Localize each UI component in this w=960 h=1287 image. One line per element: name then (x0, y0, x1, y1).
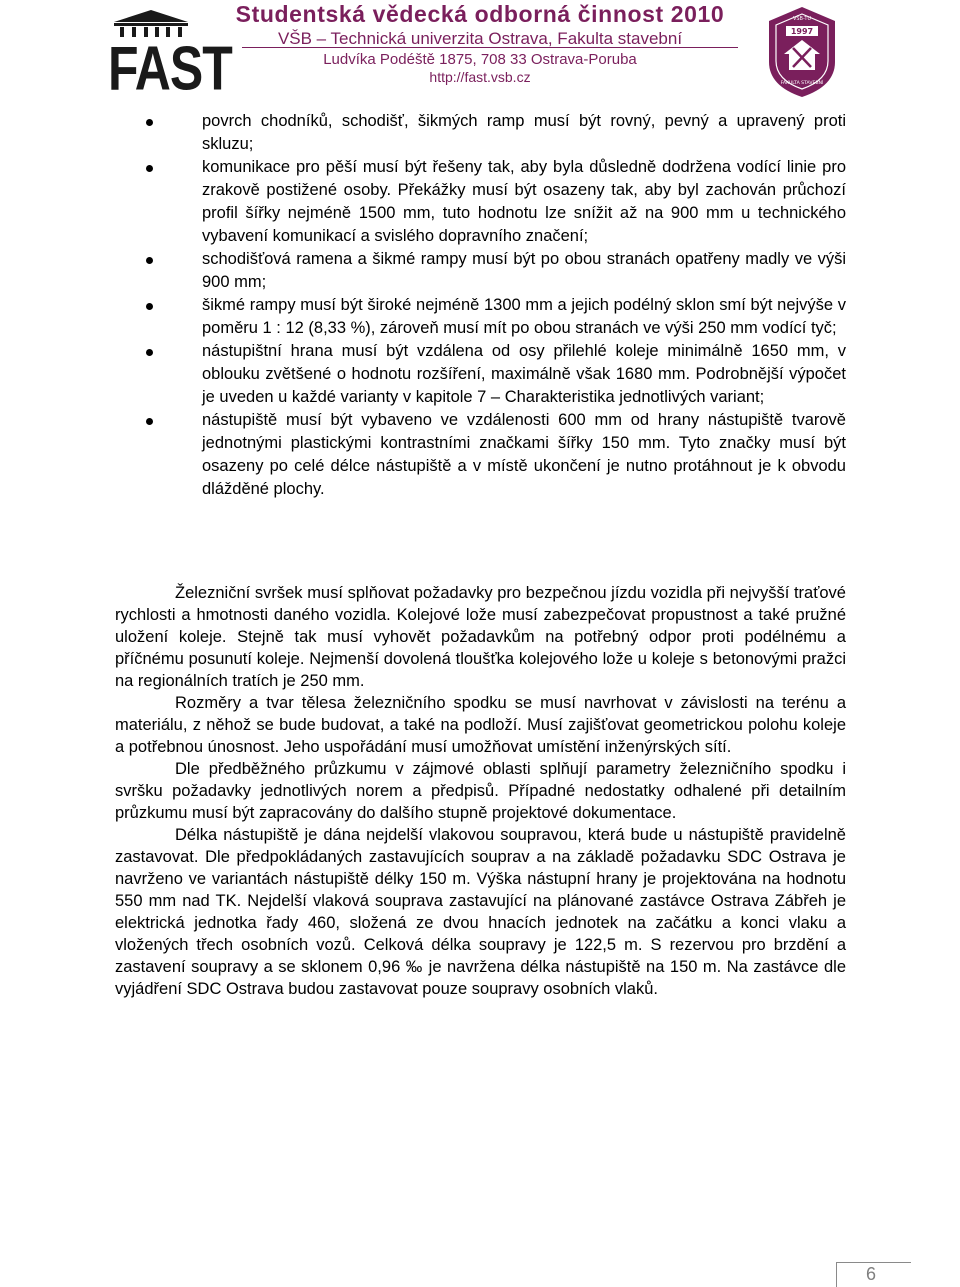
bullet-icon (146, 303, 153, 310)
bullet-icon (146, 119, 153, 126)
list-item (0, 340, 846, 409)
bullet-icon (146, 257, 153, 264)
fast-logo (108, 8, 232, 104)
list-item-text: povrch chodníků, schodišť, šikmých ramp musí být rovný, pevný a upravený proti skluzu; (202, 112, 846, 153)
list-item (0, 409, 846, 501)
list-item-text: nástupištní hrana musí být vzdálena od osy přilehlé koleje minimálně 1650 mm, v oblouku zvětšené o hodnotu rozšíření, maximálně však 1680 mm. Podrobnější výpočet je uveden u každé varianty v kapitole 7 – Charakteristika jednotlivých variant; (202, 342, 846, 406)
page-header (0, 0, 960, 104)
header-address: Ludvíka Podéště 1875, 708 33 Ostrava-Poruba (323, 51, 637, 68)
emblem-year: 1997 (790, 27, 814, 36)
bullet-icon (146, 349, 153, 356)
paragraph-track-substructure: Rozměry a tvar tělesa železničního spodku se musí navrhovat v závislosti na terénu a materiálu, z něhož se bude budovat, a také na podloží. Musí zajišťovat geometrickou polohu koleje a potřebnou únosnost. Jeho uspořádání musí umožňovat umístění inženýrských sítí. (115, 694, 846, 756)
list-item (0, 294, 846, 340)
bullet-icon (146, 165, 153, 172)
paragraph-track-superstructure: Železniční svršek musí splňovat požadavky pro bezpečnou jízdu vozidla při nejvyšší traťové rychlosti a hmotnosti daného vozidla. Kolejové lože musí zabezpečovat propustnost a také pružné uložení koleje. Stejně tak musí vyhovět požadavkům na potřebný odpor proti podélnému a příčnému posunutí koleje. Nejmenší dovolená tloušťka kolejového lože u koleje s betonovými pražci na regionálních tratích je 250 mm. (115, 584, 846, 690)
requirements-list (0, 110, 960, 501)
body-text (115, 582, 846, 1000)
list-item (0, 248, 846, 294)
list-item-text: šikmé rampy musí být široké nejméně 1300 mm a jejich podélný sklon smí být nejvýše v poměru 1 : 12 (8,33 %), zároveň musí mít po obou stranách ve výši 250 mm vodící tyč; (202, 296, 846, 337)
header-url[interactable]: http://fast.vsb.cz (429, 69, 531, 85)
emblem-top-text: VŠB-TU (792, 16, 812, 22)
list-item (0, 156, 846, 248)
fast-logo-text: FAST (108, 33, 232, 104)
list-item-text: komunikace pro pěší musí být řešeny tak, aby byla důsledně dodržena vodící linie pro zrakově postižené osoby. Překážky musí být osazeny tak, aby byl zachován průchozí profil šířky nejméně 1500 mm, tuto hodnotu lze snížit až na 900 mm u technického vybavení komunikací a svislého dopravního značení; (202, 158, 846, 245)
faculty-emblem (762, 4, 842, 100)
paragraph-platform-length: Délka nástupiště je dána nejdelší vlakovou soupravou, která bude u nástupiště pravidelně zastavovat. Dle předpokládaných zastavujících souprav a na základě požadavku SDC Ostrava je navrženo ve variantách nástupiště délky 150 m. Výška nástupní hrany je projektována na hodnotu 550 mm nad TK. Nejdelší vlaková souprava zastavující na plánované zastávce Ostrava Zábřeh je elektrická jednotka řady 460, složená ze dvou hnacích jednotek na začátku a konci vlaku a vložených třech osobních vozů. Celková délka soupravy je 122,5 m. S rezervou pro brzdění a zastavení soupravy a se sklonem 0,96 ‰ je navržena délka nástupiště na 150 m. Na zastávce dle vyjádření SDC Ostrava budou zastavovat pouze soupravy osobních vlaků. (115, 826, 846, 998)
page-number: 6 (866, 1264, 877, 1284)
emblem-bottom-text: FAKULTA STAVEBNÍ (780, 81, 824, 86)
header-subtitle: VŠB – Technická univerzita Ostrava, Fakulta stavební (277, 29, 683, 48)
list-item-text: schodišťová ramena a šikmé rampy musí být po obou stranách opatřeny madly ve výši 900 mm; (202, 250, 846, 291)
header-divider (242, 47, 738, 48)
bullet-icon (146, 418, 153, 425)
list-item (0, 110, 846, 156)
paragraph-survey: Dle předběžného průzkumu v zájmové oblasti splňují parametry železničního spodku i svršku požadavky jednotlivých norem a předpisů. Případné nedostatky odhalené při detailním průzkumu musí být zapracovány do dalšího stupně projektové dokumentace. (115, 760, 846, 822)
header-title: Studentská vědecká odborná činnost 2010 (235, 1, 725, 27)
list-item-text: nástupiště musí být vybaveno ve vzdálenosti 600 mm od hrany nástupiště tvarově jednotnými plastickými kontrastními značkami šířky 150 mm. Tyto značky musí být osazeny po celé délce nástupiště a v místě ukončení je nutno protáhnout je k obvodu dlážděné plochy. (202, 411, 846, 498)
